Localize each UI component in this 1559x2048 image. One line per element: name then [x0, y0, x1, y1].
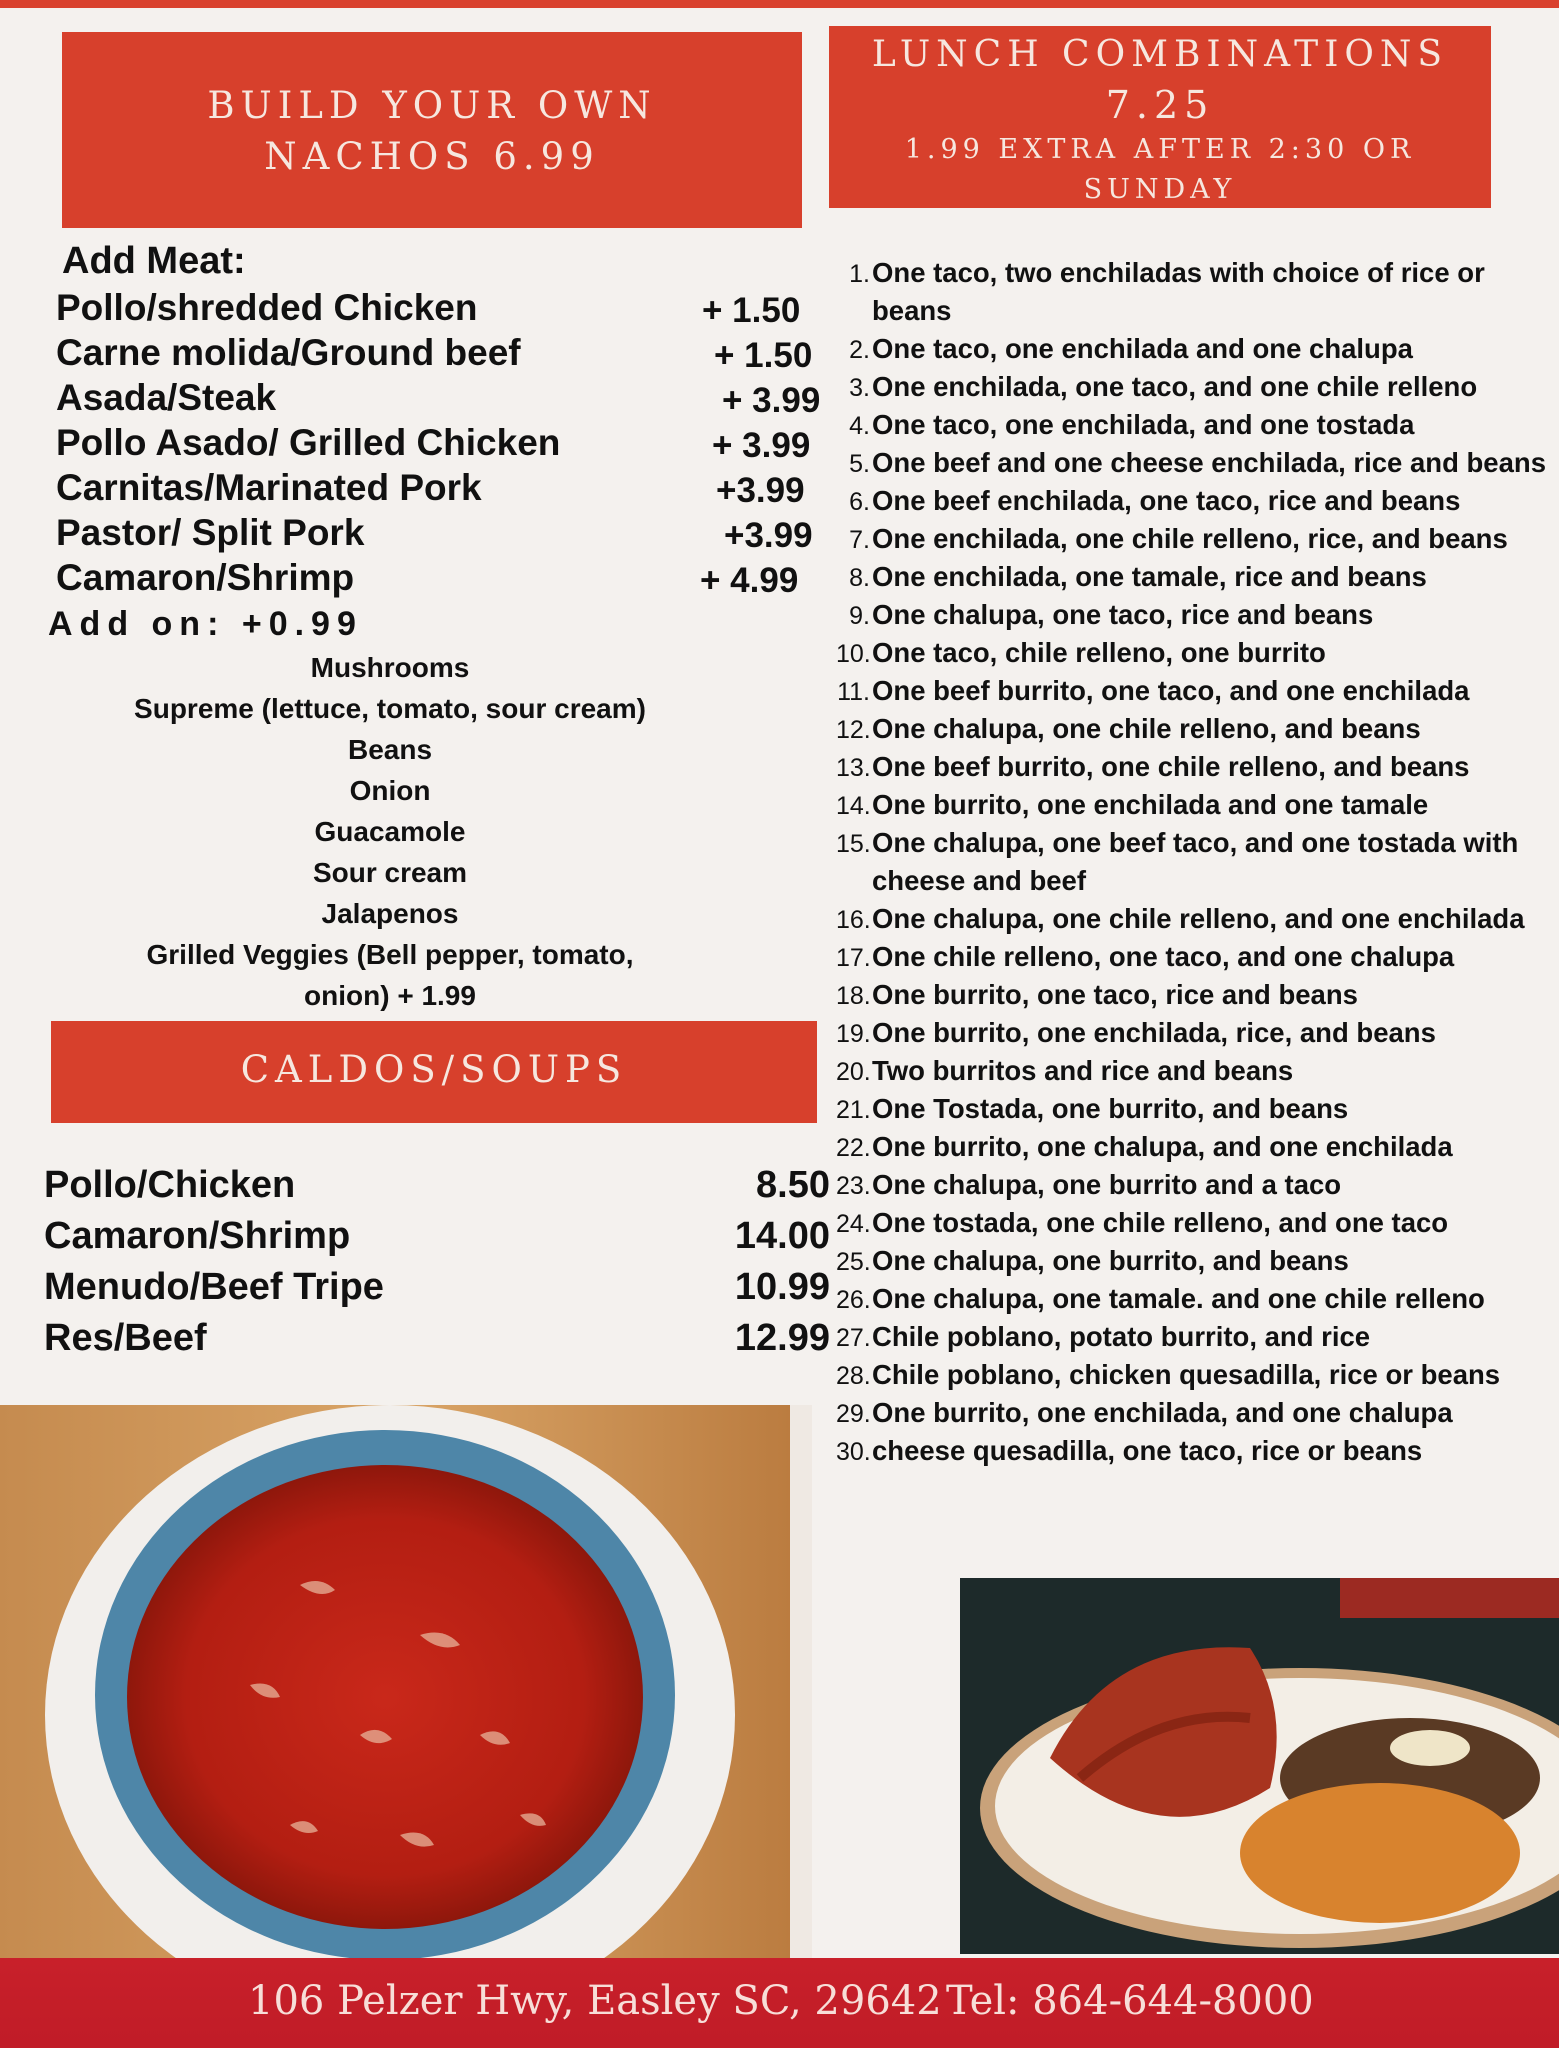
add-on-item: Onion — [349, 775, 431, 806]
meat-list — [56, 287, 836, 602]
soup-name: Camaron/Shrimp — [44, 1215, 351, 1257]
soup-price: 10.99 — [734, 1266, 830, 1308]
add-on-item: Grilled Veggies (Bell pepper, tomato, — [146, 939, 634, 970]
combo-item — [836, 520, 1556, 558]
combo-text: One burrito, one enchilada and one tamale — [872, 789, 1429, 820]
meat-name: Asada/Steak — [56, 377, 277, 418]
combo-item — [836, 1280, 1556, 1318]
combo-item — [836, 1090, 1556, 1128]
soup-item — [44, 1266, 830, 1317]
combo-number: 7. — [849, 526, 870, 554]
combo-number: 19. — [836, 1020, 871, 1048]
meat-item — [56, 467, 836, 512]
soup-bowl-photo — [0, 1405, 812, 1958]
meat-price: + 3.99 — [712, 426, 811, 465]
add-on-item: Jalapenos — [321, 898, 459, 929]
combo-number: 28. — [836, 1362, 871, 1390]
combo-text: One chalupa, one taco, rice and beans — [872, 599, 1374, 630]
combo-item — [836, 976, 1556, 1014]
combo-item — [836, 672, 1556, 710]
soups-title: CALDOS/SOUPS — [240, 1048, 628, 1091]
combo-text: One Tostada, one burrito, and beans — [872, 1093, 1349, 1124]
combo-text: One beef and one cheese enchilada, rice and beans — [872, 447, 1546, 478]
combo-item — [836, 558, 1556, 596]
combo-item — [836, 1356, 1556, 1394]
combo-text: One chalupa, one burrito, and beans — [872, 1245, 1349, 1276]
combo-number: 15. — [836, 830, 871, 858]
combo-item — [836, 786, 1556, 824]
combo-number: 9. — [849, 602, 870, 630]
combo-item — [836, 444, 1556, 482]
add-on-item: Sour cream — [312, 857, 468, 888]
combo-number: 29. — [836, 1400, 871, 1428]
meat-item — [56, 512, 836, 557]
meat-price: + 1.50 — [714, 336, 813, 375]
add-on-list — [70, 647, 710, 1016]
combo-item — [836, 1014, 1556, 1052]
combo-plate-illustration — [960, 1578, 1559, 1954]
combo-text: One taco, chile relleno, one burrito — [872, 637, 1326, 668]
combo-item — [836, 1204, 1556, 1242]
combo-number: 18. — [836, 982, 871, 1010]
combo-item — [836, 1166, 1556, 1204]
combo-item — [836, 1052, 1556, 1090]
combo-number: 13. — [836, 754, 871, 782]
add-on-item: Supreme (lettuce, tomato, sour cream) — [134, 693, 646, 724]
soup-item — [44, 1215, 830, 1266]
combo-list — [836, 254, 1556, 1470]
combo-number: 17. — [836, 944, 871, 972]
add-meat-heading: Add Meat: — [62, 240, 246, 282]
soup-name: Pollo/Chicken — [44, 1164, 296, 1206]
meat-name: Pastor/ Split Pork — [56, 512, 365, 553]
combo-number: 22. — [836, 1134, 871, 1162]
combo-text: One beef burrito, one chile relleno, and beans — [872, 751, 1470, 782]
combo-item — [836, 482, 1556, 520]
combo-text: Chile poblano, chicken quesadilla, rice or beans — [872, 1359, 1501, 1390]
combo-item — [836, 938, 1556, 976]
nachos-title-line1: BUILD YOUR OWN — [207, 84, 657, 127]
combo-text: One burrito, one chalupa, and one enchilada — [872, 1131, 1453, 1162]
meat-item — [56, 422, 836, 467]
combo-text: One chile relleno, one taco, and one chalupa — [872, 941, 1455, 972]
combo-number: 21. — [836, 1096, 871, 1124]
meat-name: Pollo/shredded Chicken — [56, 287, 478, 328]
combo-number: 12. — [836, 716, 871, 744]
nachos-title-line2: NACHOS 6.99 — [264, 135, 600, 178]
meat-price: + 3.99 — [722, 381, 821, 420]
footer-bar — [0, 1958, 1559, 2048]
combo-item — [836, 368, 1556, 406]
combo-text: Chile poblano, potato burrito, and rice — [872, 1321, 1371, 1352]
combo-number: 10. — [836, 640, 871, 668]
combo-text: One chalupa, one beef taco, and one tostada with cheese and beef — [872, 827, 1519, 896]
combo-item — [836, 1242, 1556, 1280]
combo-text: One taco, one enchilada, and one tostada — [872, 409, 1415, 440]
soups-banner — [51, 1021, 817, 1123]
meat-price: +3.99 — [724, 516, 813, 555]
footer-phone: Tel: 864-644-8000 — [946, 1978, 1314, 2024]
combo-text: One enchilada, one taco, and one chile relleno — [872, 371, 1478, 402]
combo-number: 27. — [836, 1324, 871, 1352]
meat-name: Carnitas/Marinated Pork — [56, 467, 482, 508]
combo-number: 6. — [849, 488, 870, 516]
meat-price: +3.99 — [716, 471, 805, 510]
combo-number: 24. — [836, 1210, 871, 1238]
combo-text: cheese quesadilla, one taco, rice or beans — [872, 1435, 1423, 1466]
combo-item — [836, 406, 1556, 444]
combo-item — [836, 1432, 1556, 1470]
add-on-item: Beans — [347, 734, 433, 765]
combo-text: Two burritos and rice and beans — [872, 1055, 1294, 1086]
combo-number: 26. — [836, 1286, 871, 1314]
combo-item — [836, 900, 1556, 938]
combo-text: One enchilada, one chile relleno, rice, and beans — [872, 523, 1508, 554]
combo-number: 14. — [836, 792, 871, 820]
combo-number: 25. — [836, 1248, 871, 1276]
meat-name: Camaron/Shrimp — [56, 557, 355, 598]
combo-text: One burrito, one enchilada, and one chalupa — [872, 1397, 1453, 1428]
meat-price: + 1.50 — [702, 291, 801, 330]
combo-text: One burrito, one taco, rice and beans — [872, 979, 1358, 1010]
combo-number: 23. — [836, 1172, 871, 1200]
top-red-strip — [0, 0, 1559, 8]
lunch-note-line1: 1.99 EXTRA AFTER 2:30 OR — [904, 134, 1416, 165]
combo-number: 2. — [849, 336, 870, 364]
meat-item — [56, 332, 836, 377]
combo-number: 30. — [836, 1438, 871, 1466]
combo-number: 5. — [849, 450, 870, 478]
soup-name: Res/Beef — [44, 1317, 207, 1359]
combo-item — [836, 1394, 1556, 1432]
combo-text: One beef burrito, one taco, and one enchilada — [872, 675, 1470, 706]
soup-name: Menudo/Beef Tripe — [44, 1266, 384, 1308]
add-on-item: onion) + 1.99 — [304, 980, 476, 1011]
soup-price: 8.50 — [756, 1164, 830, 1206]
combo-text: One taco, two enchiladas with choice of rice or beans — [872, 257, 1485, 326]
soup-price: 14.00 — [734, 1215, 830, 1257]
combo-item — [836, 1318, 1556, 1356]
combo-number: 11. — [837, 678, 870, 706]
combo-item — [836, 634, 1556, 672]
combo-number: 20. — [836, 1058, 871, 1086]
combo-text: One enchilada, one tamale, rice and beans — [872, 561, 1427, 592]
combo-text: One chalupa, one tamale. and one chile relleno — [872, 1283, 1485, 1314]
combo-number: 4. — [849, 412, 870, 440]
soup-list — [44, 1164, 830, 1368]
footer-address: 106 Pelzer Hwy, Easley SC, 29642 — [248, 1978, 942, 2024]
lunch-price: 7.25 — [1105, 83, 1215, 127]
combo-text: One tostada, one chile relleno, and one taco — [872, 1207, 1449, 1238]
lunch-note-line2: SUNDAY — [1083, 174, 1237, 205]
combo-item — [836, 1128, 1556, 1166]
nachos-banner — [62, 32, 802, 228]
combo-item — [836, 710, 1556, 748]
combo-item — [836, 748, 1556, 786]
meat-price: + 4.99 — [700, 561, 799, 600]
combo-item — [836, 330, 1556, 368]
meat-name: Carne molida/Ground beef — [56, 332, 521, 373]
add-on-item: Mushrooms — [310, 652, 470, 683]
combo-text: One chalupa, one chile relleno, and one enchilada — [872, 903, 1525, 934]
soup-bowl-illustration — [0, 1405, 812, 1958]
combo-item — [836, 596, 1556, 634]
combo-number: 3. — [849, 374, 870, 402]
add-on-item: Guacamole — [314, 816, 466, 847]
soup-price: 12.99 — [734, 1317, 830, 1359]
combo-text: One chalupa, one chile relleno, and beans — [872, 713, 1421, 744]
combo-text: One chalupa, one burrito and a taco — [872, 1169, 1342, 1200]
meat-item — [56, 287, 836, 332]
add-on-heading: Add on: +0.99 — [48, 605, 363, 643]
combo-number: 8. — [849, 564, 870, 592]
meat-name: Pollo Asado/ Grilled Chicken — [56, 422, 561, 463]
combo-text: One beef enchilada, one taco, rice and beans — [872, 485, 1461, 516]
combo-text: One taco, one enchilada and one chalupa — [872, 333, 1413, 364]
meat-item — [56, 377, 836, 422]
soup-item — [44, 1317, 830, 1368]
combo-item — [836, 254, 1556, 330]
lunch-banner — [829, 26, 1491, 208]
combo-item — [836, 824, 1556, 900]
combo-number: 1. — [849, 260, 870, 288]
lunch-title: LUNCH COMBINATIONS — [871, 34, 1449, 75]
meat-item — [56, 557, 836, 602]
combo-text: One burrito, one enchilada, rice, and beans — [872, 1017, 1436, 1048]
soup-item — [44, 1164, 830, 1215]
combo-number: 16. — [836, 906, 871, 934]
combo-plate-photo — [960, 1578, 1559, 1954]
